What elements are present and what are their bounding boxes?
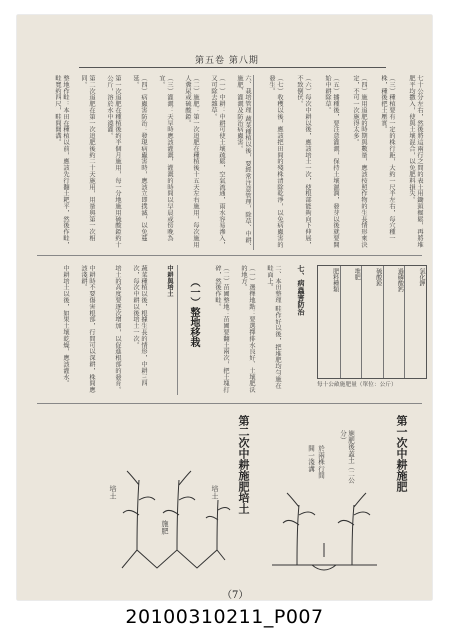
- section-divider: [37, 403, 422, 404]
- text-column: 培土的高度要逐次增加，以促進根部的發育。: [114, 265, 121, 393]
- section-divider: [37, 255, 422, 256]
- text-column: （七）收穫以後，應該把田間的殘株清除乾淨，以免病蟲害的發生。: [268, 75, 283, 248]
- illustration-label: 施肥: [161, 520, 169, 535]
- fertilizer-table: [317, 265, 427, 379]
- text-column: 中耕時不要傷害根部，行間可以深耕，株間應該淺耕。: [80, 265, 95, 393]
- column-divider: [253, 75, 254, 250]
- illustration-title-left: 第二次中耕施肥培土: [237, 415, 250, 514]
- first-cultivation-illustration: [267, 415, 382, 575]
- illustration-label: 培土: [109, 485, 117, 500]
- text-column: （二）苗圃整地：苗圃要翻土兩次，把土塊打碎，然後作畦。: [214, 265, 229, 393]
- text-column: 二、本田整理 畦作好以後，把堆肥均勻施在畦面上。: [266, 265, 281, 389]
- text-column: 中耕與培土: [166, 265, 173, 297]
- text-column: 整地作畦：本田在種植以前，應該先行翻土耙平，然後作畦，畦寬約四尺，畦間開溝。: [54, 75, 69, 248]
- text-column: （四）施用追肥的時期與數量，應該按照作物的生長情形來決定，不可一次施得太多。: [352, 75, 367, 248]
- header-title: 第五卷 第八期: [195, 56, 259, 66]
- text-column: 六、栽培管理 蔬菜種植以後，要經常注意管理，除草、中耕、施肥、灌溉及防治病蟲害。: [236, 75, 251, 250]
- table-column: 過磷酸鈣: [383, 266, 405, 378]
- table-column: 堆肥: [340, 266, 362, 378]
- text-column: （六）每次中耕以後，應該培土一次，使根部能夠向下伸展，不致倒伏。: [296, 75, 311, 248]
- illustration-label: 施肥後蓋土（二公分）: [339, 430, 355, 484]
- text-column: 中耕培土以後，如果土壤乾燥，應該灌水。: [62, 265, 69, 387]
- page-number: （7）: [222, 590, 249, 601]
- illustration-label: 開一淺溝: [307, 445, 315, 472]
- text-column: 第二次追肥在第一次追肥後約二十天施用，用量與第一次相同。: [80, 75, 95, 242]
- subheading: （一）整地移栽: [188, 277, 199, 347]
- text-column: （五）播種後，要注意灌溉，保持土壤濕潤，發芽以後就要開始中耕除草。: [324, 75, 339, 248]
- table-column: 氯化鉀: [404, 266, 426, 378]
- image-caption: 20100310211_P007: [125, 606, 324, 628]
- text-column: （三）種植要有一定的株行距，大約一尺半左右，每穴種一株，種後把土壓實。: [380, 75, 395, 242]
- header-rule: [79, 67, 386, 68]
- table-title: 每十公畝施肥量（單位：公斤）: [317, 382, 397, 388]
- text-column: （一）中耕：中耕可使土壤疏鬆，空氣流通，雨水容易滲入，又可除去雜草。: [210, 75, 225, 248]
- illustration-label: 於兩株行間: [317, 445, 325, 479]
- text-column: 蔬菜種植以後，根據生長的情形，中耕三四次，每次中耕以後培土一次。: [132, 265, 147, 387]
- text-column: （三）灌溉：天旱時應該灌溉，灌溉的時間以早晨或傍晚為宜。: [158, 75, 173, 242]
- text-column: （四）病蟲害防治：發現病蟲害時，應該立即撲滅，以免蔓延。: [132, 75, 147, 242]
- text-column: （二）施肥：第一次追肥在種植後十五天左右施用，每次施用人糞尿或硫酸錏。: [184, 75, 199, 248]
- illustration-label: 培土: [211, 485, 219, 500]
- document-page: [17, 15, 432, 600]
- text-column: 第一次追肥在種植後約半個月施用，每一分地施用硫酸錏約十公斤，溶於水中澆灌。: [106, 75, 121, 248]
- table-column: 硫酸錏: [361, 266, 383, 378]
- page-header: [17, 53, 432, 67]
- table-column: 肥料種類: [331, 268, 339, 292]
- column-divider: [177, 265, 178, 395]
- section-heading: 七、病蟲害防治: [297, 265, 306, 316]
- text-column: 七十公分左右，然後將這兩行之間的表土用鋤頭掘鬆，再將堆肥平均撒入，使與土壤混合，以免肥料損失。: [408, 75, 423, 248]
- illustration-title-right: 第一次中耕施肥: [395, 415, 408, 492]
- text-column: （一）選擇地點：要選擇排水良好、土壤肥沃的地方。: [240, 265, 255, 393]
